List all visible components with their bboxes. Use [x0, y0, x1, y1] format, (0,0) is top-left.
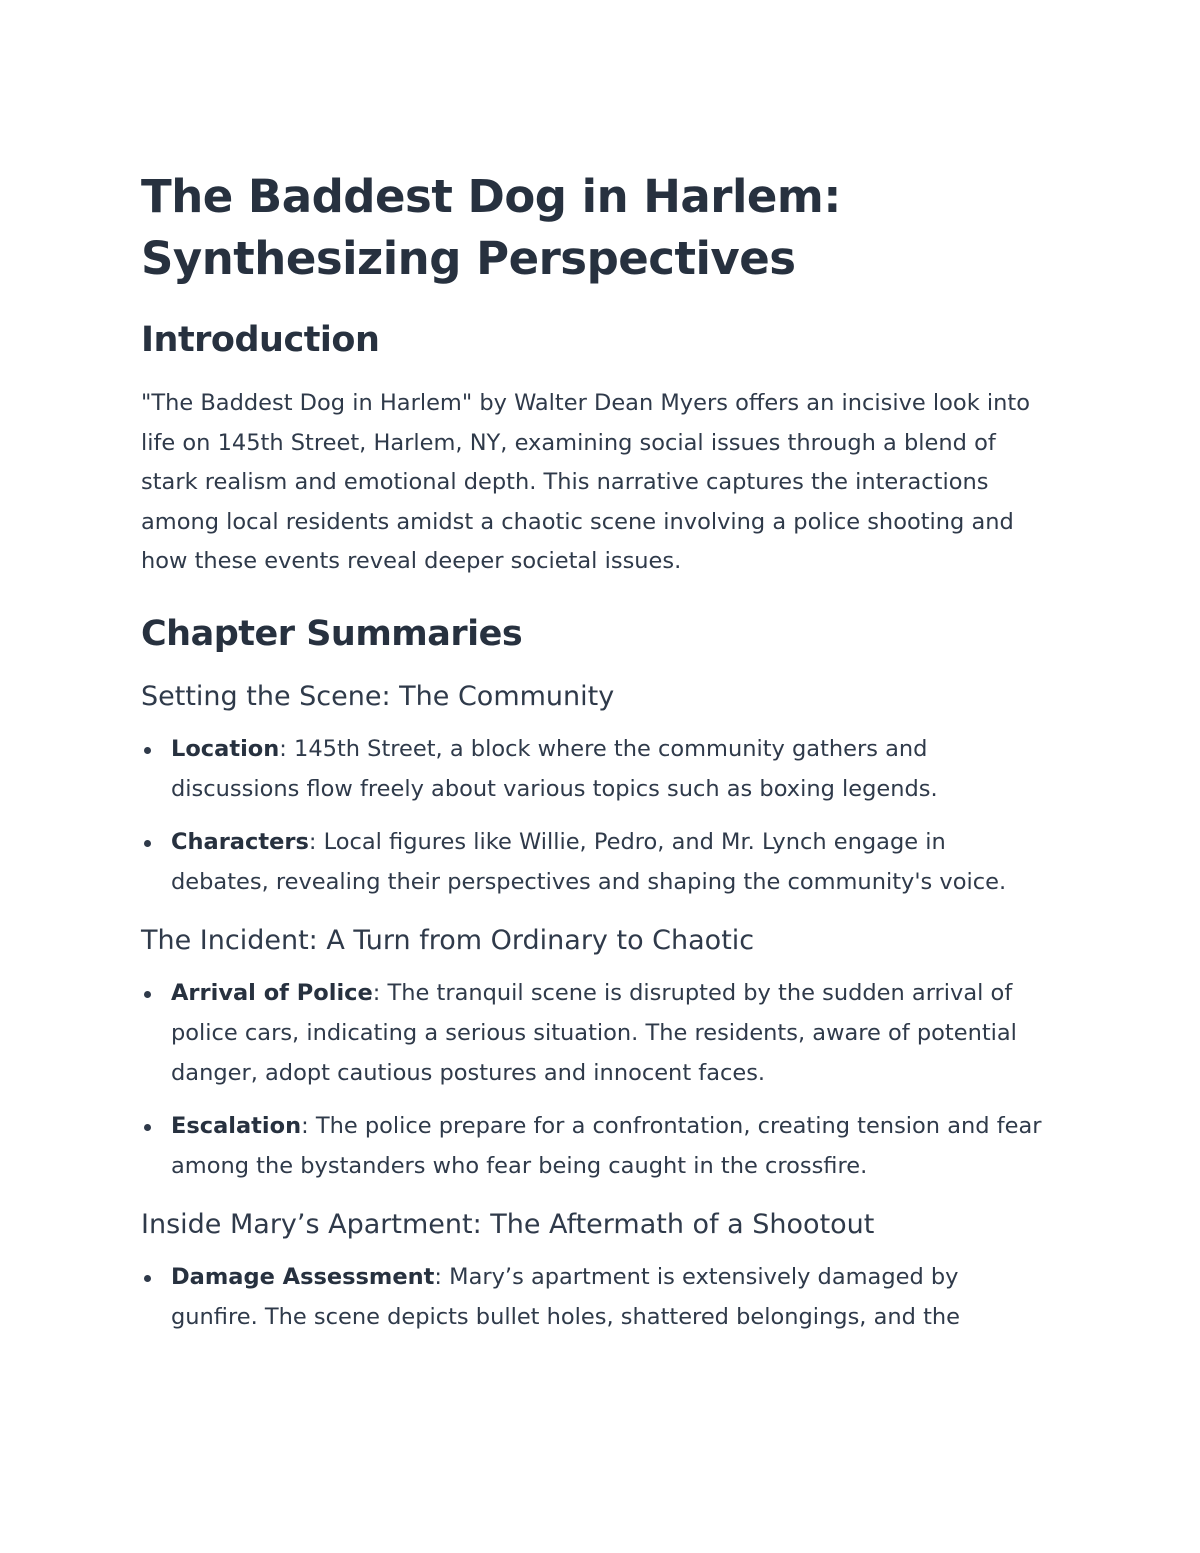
section-heading-setting-the-scene: Setting the Scene: The Community	[141, 680, 615, 712]
document-title	[141, 166, 1050, 290]
title-line-1: The Baddest Dog in Harlem:	[141, 170, 841, 223]
inside-marys-apartment-list	[141, 1258, 1050, 1337]
title-line-2: Synthesizing Perspectives	[141, 232, 796, 285]
list-item-text: : 145th Street, a block where the community gathers and discussions flow freely about various topics such as boxing legends.	[171, 735, 938, 802]
list-item	[141, 1107, 1050, 1186]
setting-the-scene-list	[141, 730, 1050, 902]
bullet-icon	[144, 747, 151, 754]
list-item	[141, 1258, 1050, 1337]
bullet-icon	[144, 991, 151, 998]
list-item-text: : The tranquil scene is disrupted by the sudden arrival of police cars, indicating a serious situation. The residents, aware of potential danger, adopt cautious postures and innocent faces.	[171, 980, 1017, 1086]
list-item-label: Damage Assessment	[171, 1264, 435, 1291]
list-item	[141, 823, 1050, 902]
chapter-summaries-heading: Chapter Summaries	[141, 613, 523, 654]
bullet-icon	[144, 840, 151, 847]
list-item-label: Location	[171, 735, 280, 762]
list-item	[141, 974, 1050, 1093]
list-item-label: Arrival of Police	[171, 980, 373, 1007]
list-item-label: Escalation	[171, 1113, 302, 1140]
introduction-paragraph: "The Baddest Dog in Harlem" by Walter Dean Myers offers an incisive look into life on 145th Street, Harlem, NY, examining social issues through a blend of stark realism and emotional depth. This narrative captures the interactions among local residents amidst a chaotic scene involving a police shooting and how these events reveal deeper societal issues.	[141, 390, 1030, 575]
bullet-icon	[144, 1275, 151, 1282]
section-heading-inside-marys-apartment: Inside Mary’s Apartment: The Aftermath of a Shootout	[141, 1209, 875, 1241]
list-item-text: : Local figures like Willie, Pedro, and Mr. Lynch engage in debates, revealing their perspectives and shaping the community's voice.	[171, 829, 1007, 895]
introduction-heading: Introduction	[141, 320, 380, 360]
bullet-icon	[144, 1124, 151, 1131]
list-item-text: : The police prepare for a confrontation, creating tension and fear among the bystanders who fear being caught in the crossfire.	[171, 1113, 1042, 1179]
list-item	[141, 730, 1050, 809]
list-item-label: Characters	[171, 829, 309, 856]
list-item-text: : Mary’s apartment is extensively damaged by gunfire. The scene depicts bullet holes, shattered belongings, and the	[171, 1264, 961, 1330]
the-incident-list	[141, 974, 1050, 1186]
section-heading-the-incident: The Incident: A Turn from Ordinary to Chaotic	[141, 925, 755, 957]
